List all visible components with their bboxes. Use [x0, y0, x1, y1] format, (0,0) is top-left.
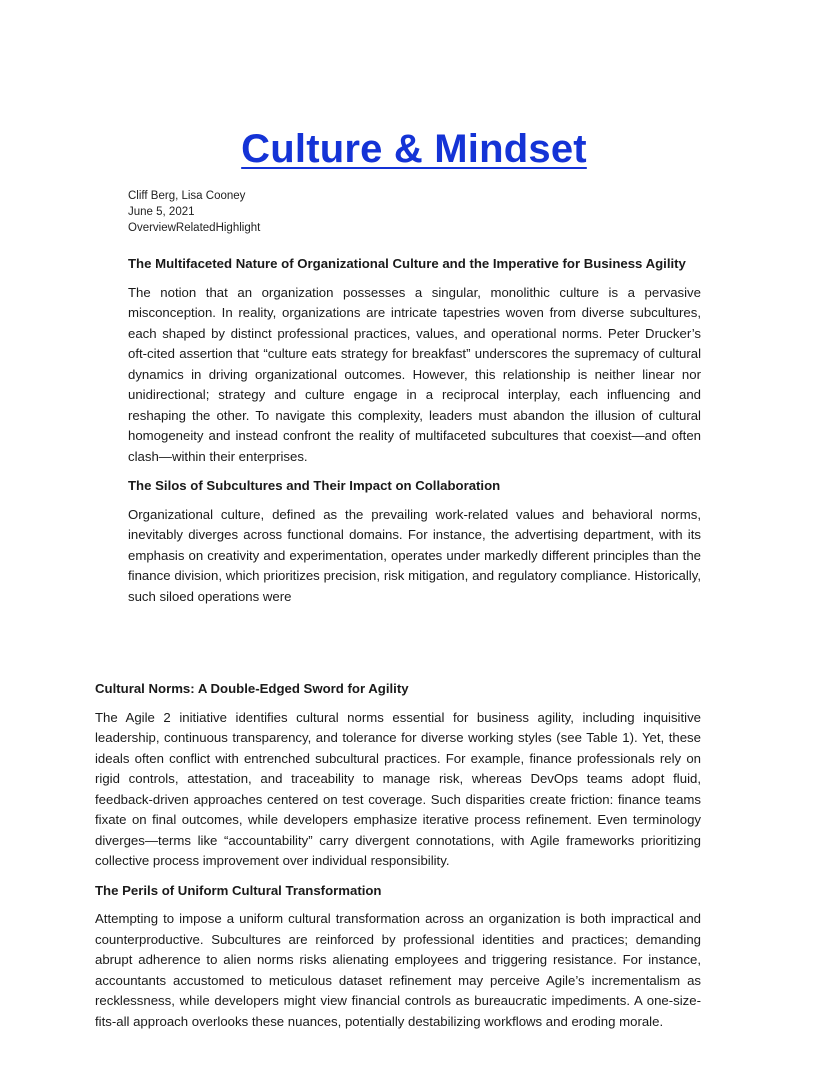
section-heading: The Silos of Subcultures and Their Impact on Collaboration: [128, 478, 501, 493]
inner-article-block: [128, 254, 701, 604]
section-paragraph: Organizational culture, defined as the prevailing work-related values and behavioral norms, inevitably diverges across functional domains. For instance, the advertising department, with its emphasis on creativity and experimentation, operates under markedly different principles than the finance division, which prioritizes precision, risk mitigation, and regulatory compliance. Historically, such siloed operations were: [128, 506, 701, 604]
section-heading: The Multifaceted Nature of Organizational Culture and the Imperative for Business Agility: [128, 256, 686, 271]
section-heading: The Perils of Uniform Cultural Transformation: [95, 882, 382, 898]
page-title[interactable]: Culture & Mindset: [241, 126, 587, 171]
document-meta: [128, 188, 260, 236]
section-paragraph: The Agile 2 initiative identifies cultural norms essential for business agility, including inquisitive leadership, continuous transparency, and tolerance for diverse working styles (see Table 1). Yet, these ideals often conflict with entrenched subcultural practices. For example, finance professionals rely on rigid controls, attestation, and traceability to manage risk, whereas DevOps teams adopt fluid, feedback-driven approaches centered on test coverage. Such disparities create friction: finance teams fixate on final outcomes, while developers emphasize iterative process refinement. Even terminology diverges—terms like “accountability” carry divergent connotations, with Agile frameworks prioritizing collective process improvement over individual responsibility.: [95, 709, 701, 868]
section-paragraph: The notion that an organization possesses a singular, monolithic culture is a pervasive misconception. In reality, organizations are intricate tapestries woven from diverse subcultures, each shaped by distinct professional practices, values, and operational norms. Peter Drucker’s oft-cited assertion that “culture eats strategy for breakfast” underscores the supremacy of cultural dynamics in driving organizational outcomes. However, this relationship is neither linear nor unidirectional; strategy and culture engage in a reciprocal interplay, each influencing and reshaping the other. To navigate this complexity, leaders must abandon the illusion of cultural homogeneity and instead confront the reality of multifaceted subcultures that coexist—and often clash—within their enterprises.: [128, 284, 701, 464]
author-line: Cliff Berg, Lisa Cooney: [128, 190, 246, 202]
date-line: June 5, 2021: [128, 206, 195, 218]
section-heading: Cultural Norms: A Double-Edged Sword for Agility: [95, 681, 409, 696]
section-paragraph: Attempting to impose a uniform cultural transformation across an organization is both impractical and counterproductive. Subcultures are reinforced by professional identities and practices; demanding abrupt adherence to alien norms risks alienating employees and triggering resistance. For instance, accountants accustomed to meticulous dataset refinement may perceive Agile’s incrementalism as recklessness, while developers might view financial controls as bureaucratic impediments. A one-size-fits-all approach overlooks these nuances, potentially destabilizing workflows and eroding morale.: [95, 911, 701, 1029]
outer-article-block: [95, 679, 701, 1041]
tabs-line: OverviewRelatedHighlight: [128, 222, 261, 234]
